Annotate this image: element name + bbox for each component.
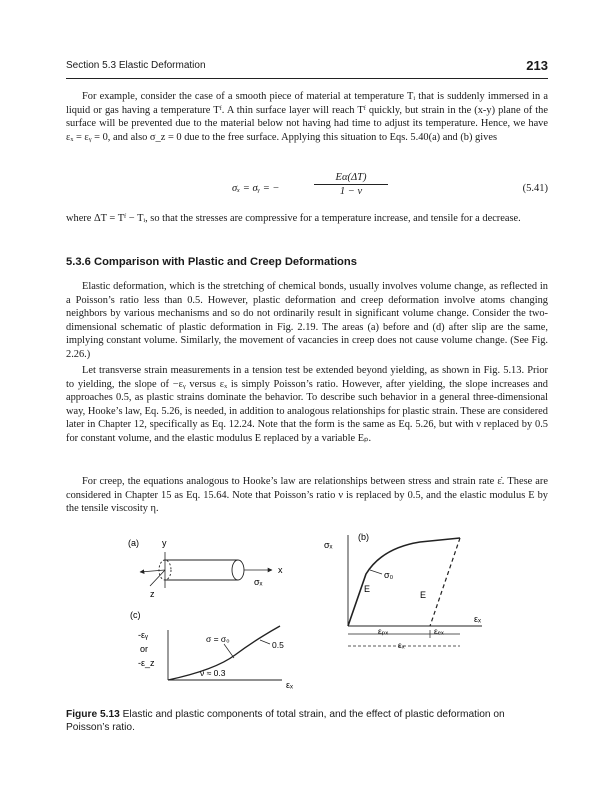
paragraph-transverse-strain: Let transverse strain measurements in a tension test be extended beyond yielding, as shown in Fig. 5.13. Prior to yielding, the slope of −εᵧ versus εₓ is simply Poisson’s ratio. However, after yielding, the slope increases and approaches 0.5, as plastic strains dominate the behavior. To describe such behavior in a general three-dimensional way, Hooke’s law, Eq. 5.26, is needed, in addition to analogous relationships for plastic strain. These are considered later in Chapter 12, specifically as Eq. 12.24. Note that the form is the same as Eq. 5.26, but with ν replaced by 0.5 for constant volume, and the elastic modulus E replaced by a variable Eₚ. — [66, 365, 548, 444]
panel-b-unload-line — [430, 538, 460, 626]
panel-b-eps-ex: εₑₓ — [434, 626, 444, 636]
panel-a-left-arrow — [140, 570, 165, 572]
equation-lhs: σₓ = σᵧ = − — [232, 183, 280, 194]
figure-5-13 — [120, 530, 500, 700]
figure-caption-label: Figure 5.13 — [66, 709, 120, 720]
panel-c-sigma-pointer — [224, 644, 234, 658]
panel-c-nu: ν ≈ 0.3 — [200, 668, 226, 678]
panel-c-label: (c) — [130, 610, 141, 620]
figure-caption — [66, 708, 548, 734]
panel-b-sigma0: σ₀ — [384, 570, 394, 580]
panel-b-label: (b) — [358, 532, 369, 542]
panel-b-sigma-label: σₓ — [324, 540, 333, 550]
page-number: 213 — [526, 58, 548, 73]
panel-a-cylinder-end-right — [232, 560, 244, 580]
panel-b-E2: E — [420, 590, 427, 600]
section-heading: 5.3.6 Comparison with Plastic and Creep Deformations — [66, 256, 357, 268]
panel-b-sigma0-pointer — [370, 570, 382, 574]
panel-b-eps-x-bottom: εₓ — [398, 640, 405, 650]
paragraph-creep: For creep, the equations analogous to Hooke’s law are relationships between stress and strain rate ε̇. These are considered in Chapter 15 as Eq. 15.64. Note that Poisson’s ratio ν is replaced by 0.5, and the elastic modulus E by the tensile viscosity η. — [66, 476, 548, 515]
equation-denominator: 1 − ν — [339, 186, 363, 197]
equation-numerator: Eα(ΔT) — [314, 172, 388, 185]
panel-a-sigma-label: σₓ — [254, 577, 263, 587]
panel-a — [128, 538, 283, 599]
panel-a-z-axis — [150, 570, 165, 586]
panel-a-x-label: x — [278, 565, 283, 575]
panel-c-half-pointer — [260, 640, 270, 644]
panel-c-sigma-eq: σ = σ₀ — [206, 634, 230, 644]
running-header — [66, 58, 548, 79]
panel-c — [130, 610, 293, 690]
panel-c-eps-x: εₓ — [286, 680, 293, 690]
equation-5-41 — [66, 172, 548, 208]
panel-b-eps-px: εₚₓ — [378, 626, 389, 636]
panel-b — [324, 532, 482, 650]
panel-a-y-label: y — [162, 538, 167, 548]
panel-c-neg-eps-y: -εᵧ — [138, 630, 148, 640]
equation-number: (5.41) — [522, 183, 548, 194]
figure-caption-text: Elastic and plastic components of total strain, and the effect of plastic deformation on Poisson’s ratio. — [66, 709, 505, 733]
paragraph-thermal-example: For example, consider the case of a smooth piece of material at temperature Tᵢ that is suddenly immersed in a liquid or gas having a temperature Tᶠ. A thin surface layer will reach Tᶠ quickly, but strain in the (x-y) plane of the surface will be prevented due to the material below not having had time to adjust its temperature. Hence, we have εₓ = εᵧ = 0, and also σ_z = 0 due to the free surface. Applying this situation to Eqs. 5.40(a) and (b) gives — [66, 91, 548, 143]
panel-c-neg-eps-z: -ε_z — [138, 658, 155, 668]
panel-b-eps-x: εₓ — [474, 614, 481, 624]
paragraph-where: where ΔT = Tᶠ − Tᵢ, so that the stresses are compressive for a temperature increase, and tensile for a decrease. — [66, 213, 521, 224]
panel-a-z-label: z — [150, 589, 155, 599]
panel-b-stress-strain-curve — [348, 538, 460, 626]
panel-c-half: 0.5 — [272, 640, 284, 650]
equation-fraction — [314, 172, 388, 197]
paragraph-elastic-deformation: Elastic deformation, which is the stretching of chemical bonds, usually involves volume change, as reflected in a Poisson’s ratio less than 0.5. However, plastic deformation and creep deformation involve atoms changing neighbors by various mechanisms and so do not ordinarily result in significant volume change. Consider the two-dimensional schematic of plastic deformation in Fig. 2.19. The areas (a) before and (d) after slip are the same, implying constant volume. Similarly, the movement of vacancies in creep does not cause volume change. (See Fig. 2.26.) — [66, 281, 548, 360]
panel-b-E1: E — [364, 584, 371, 594]
panel-c-or: or — [140, 644, 149, 654]
running-header-section: Section 5.3 Elastic Deformation — [66, 60, 206, 71]
panel-a-label: (a) — [128, 538, 139, 548]
